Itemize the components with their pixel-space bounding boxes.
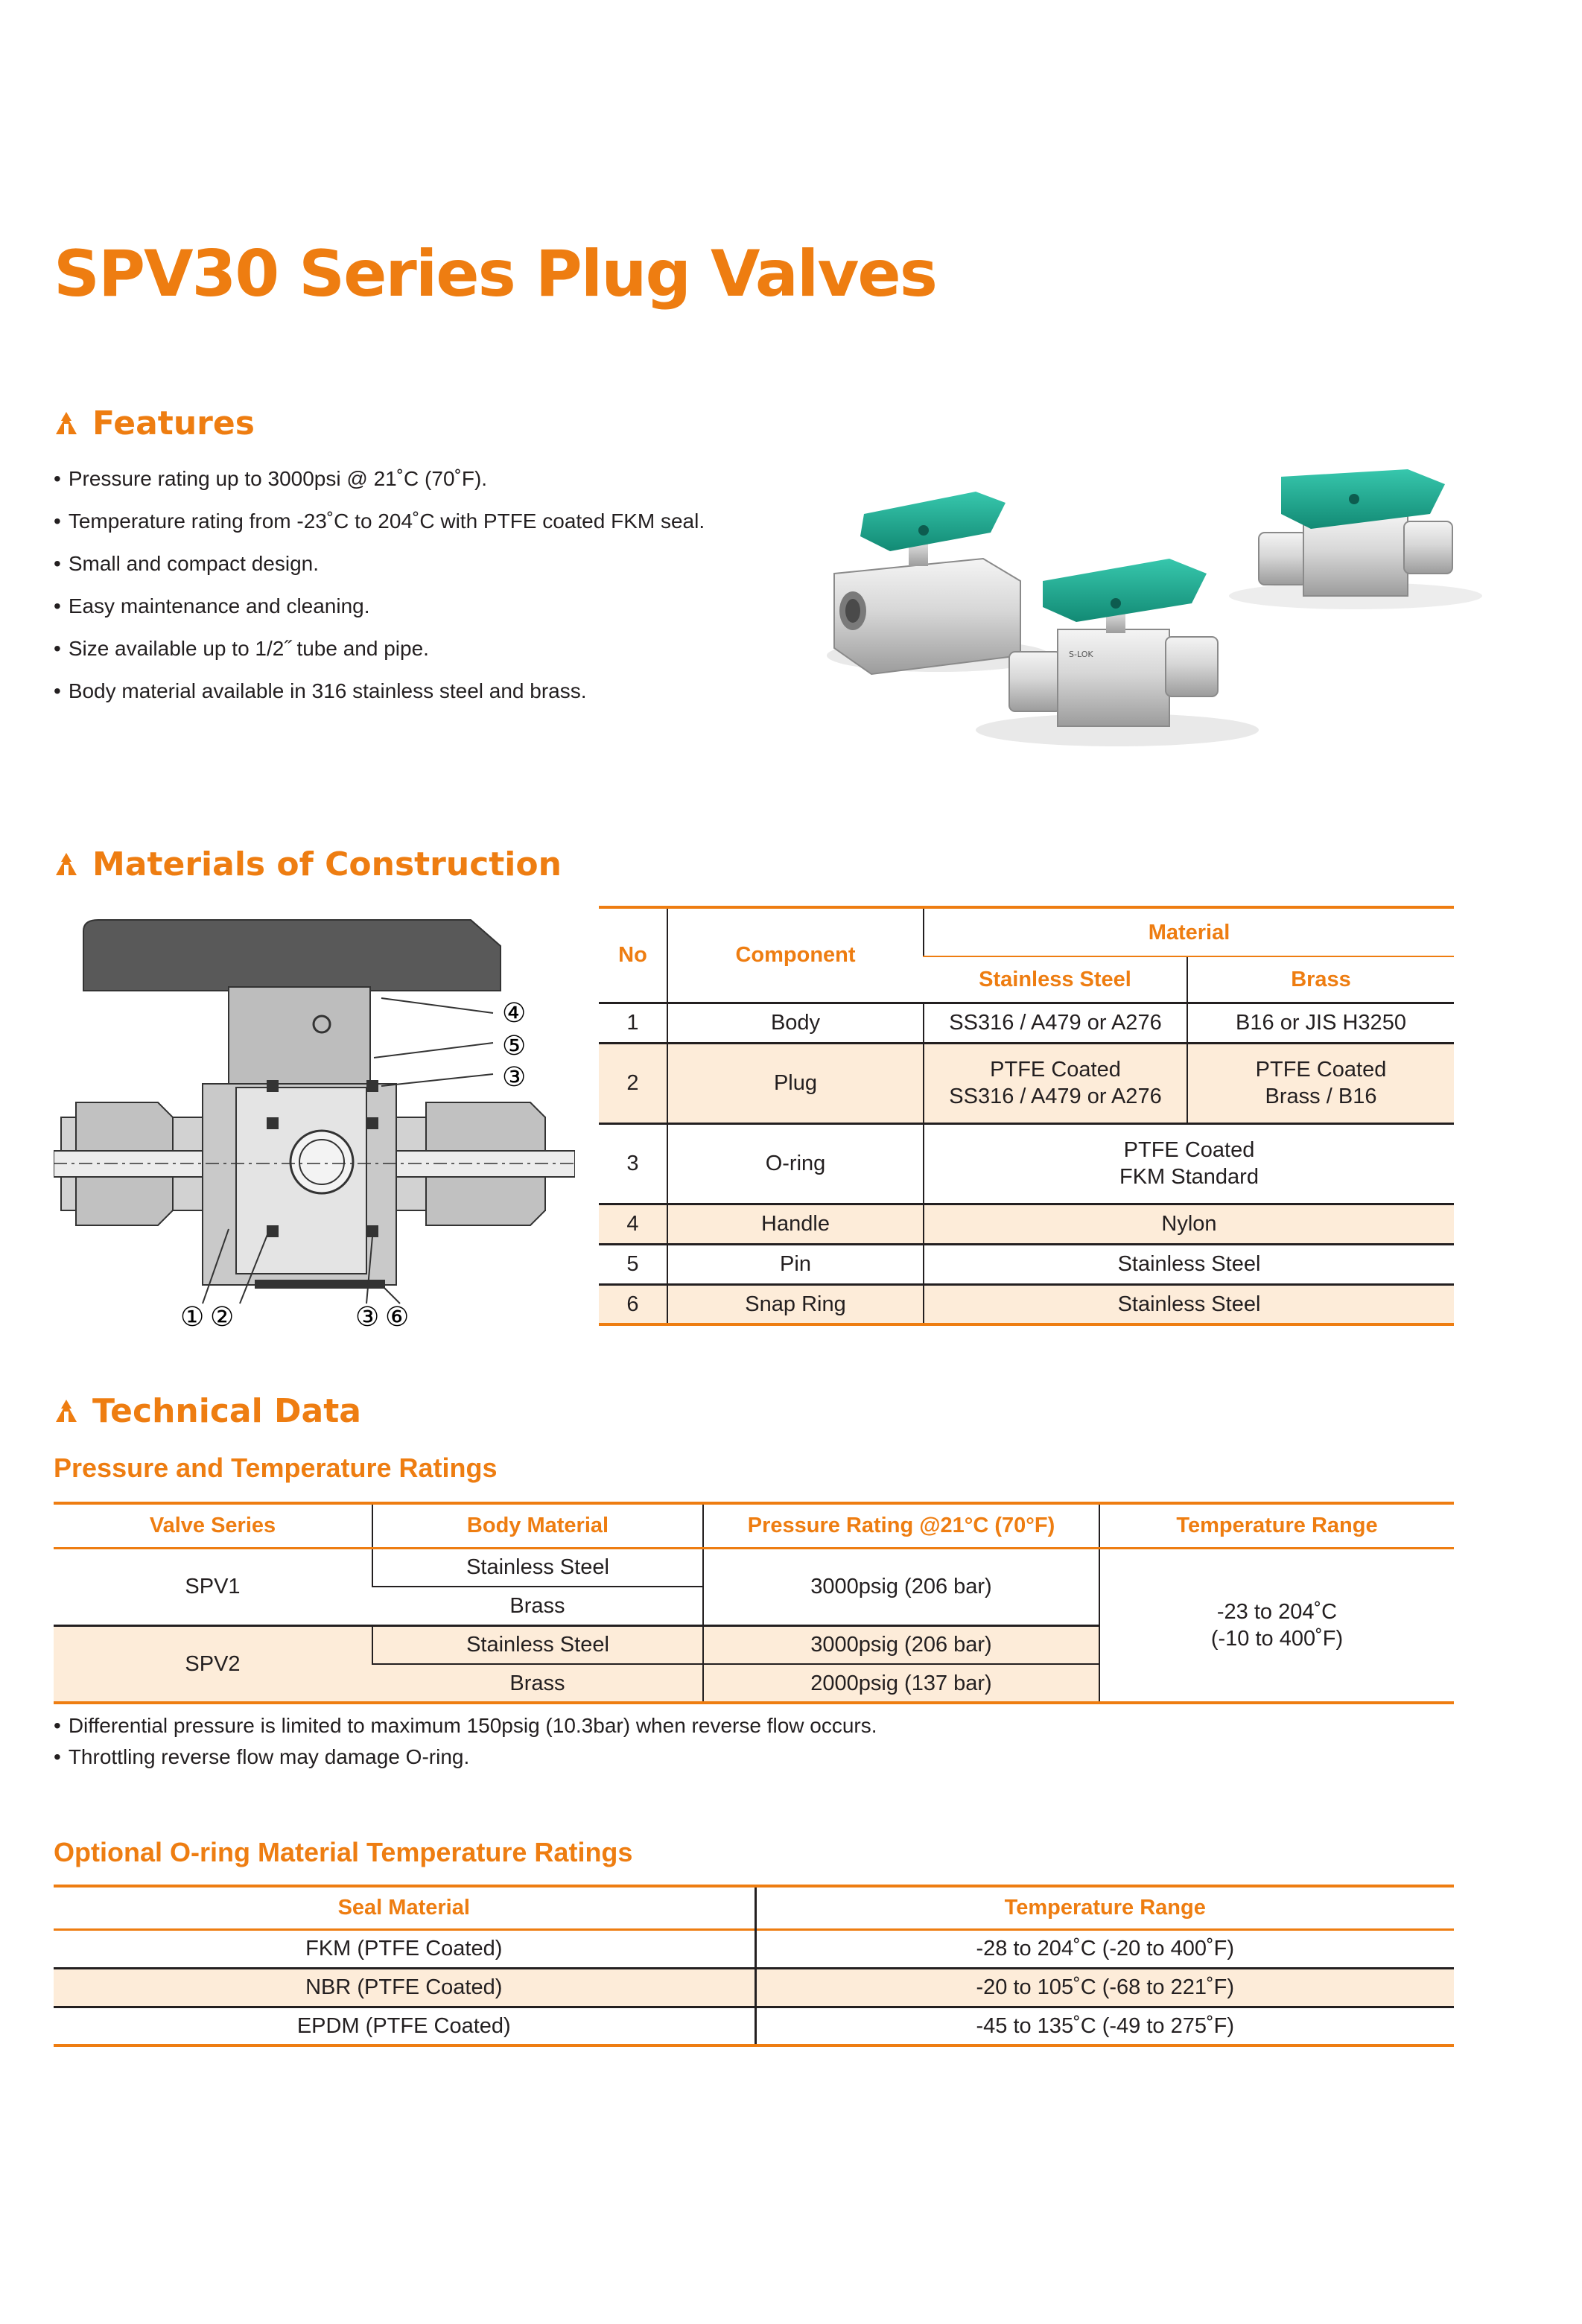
feature-item: • Temperature rating from -23˚C to 204˚C with PTFE coated FKM seal. [54,500,705,542]
col-header-pressure-rating: Pressure Rating @21°C (70°F) [703,1503,1099,1548]
pressure-notes [54,1710,877,1773]
cell-series: SPV2 [54,1625,372,1703]
cell-seal: EPDM (PTFE Coated) [296,2013,511,2038]
page-title: SPV30 Series Plug Valves [54,237,936,311]
callout-3b: ③ [355,1302,380,1333]
col-header-no: No [618,943,647,968]
cell-no: 2 [626,1071,639,1095]
col-header-component: Component [667,907,924,1003]
cell-body-material: Brass [372,1587,703,1625]
valve-marking: S-LOK [1069,650,1093,659]
cell-line: SS316 / A479 or A276 [949,1085,1162,1108]
cell-material-both [924,1123,1454,1204]
feature-item: • Easy maintenance and cleaning. [54,585,705,627]
note-item: • Throttling reverse flow may damage O-ring. [54,1742,877,1773]
callout-1: ① [180,1302,205,1333]
technical-heading [54,1390,361,1432]
oring-subheading: Optional O-ring Material Temperature Ratings [54,1837,633,1867]
feature-item: • Small and compact design. [54,542,705,585]
feature-item: • Size available up to 1/2˝ tube and pipe. [54,627,705,670]
cell-pressure: 3000psig (206 bar) [703,1625,1099,1664]
cell-temperature [1099,1548,1454,1703]
cell-range: -20 to 105˚C (-68 to 221˚F) [755,1968,1454,2007]
valve-photo-3 [1229,469,1482,609]
cell-line: (-10 to 400˚F) [1210,1626,1344,1651]
table-row [599,1123,1454,1204]
col-header-temperature-range: Temperature Range [1099,1503,1454,1548]
cell-brass [1187,1043,1454,1123]
pressure-subheading: Pressure and Temperature Ratings [54,1452,498,1483]
table-row [54,1929,1454,1968]
table-row [599,1204,1454,1244]
callout-2: ② [210,1302,235,1333]
cell-body-material: Stainless Steel [372,1625,703,1664]
callout-4: ④ [502,998,527,1029]
cell-stainless [924,1043,1187,1123]
wrench-bullet-icon [54,851,79,877]
technical-heading-text: Technical Data [92,1391,361,1430]
materials-table [599,906,1454,1326]
col-header-temperature-range: Temperature Range [755,1886,1454,1929]
cell-no: 1 [626,1011,639,1035]
cell-range: -28 to 204˚C (-20 to 400˚F) [755,1929,1454,1968]
cell-component: Body [667,1003,924,1043]
cell-component: Snap Ring [667,1284,924,1324]
cell-line: PTFE Coated [1123,1138,1255,1162]
pressure-temperature-table [54,1502,1454,1704]
valve-cross-section-diagram [54,916,575,1333]
product-photo [819,462,1505,760]
feature-item: • Body material available in 316 stainless steel and brass. [54,670,705,712]
features-list [54,457,705,712]
cell-material-both: Nylon [924,1204,1454,1244]
col-header-brass: Brass [1187,956,1454,1003]
table-row [54,1548,1454,1587]
cell-range: -45 to 135˚C (-49 to 275˚F) [755,2007,1454,2045]
cell-component: Pin [667,1244,924,1284]
cell-pressure: 3000psig (206 bar) [703,1548,1099,1625]
wrench-bullet-icon [54,1398,79,1423]
cell-line: PTFE Coated [990,1058,1121,1082]
cell-no: 3 [626,1152,639,1175]
cell-seal: NBR (PTFE Coated) [305,1975,503,1999]
cell-pressure: 2000psig (137 bar) [703,1664,1099,1703]
cell-brass: B16 or JIS H3250 [1187,1003,1454,1043]
feature-item: • Pressure rating up to 3000psi @ 21˚C (70˚F). [54,457,705,500]
cell-line: -23 to 204˚C [1216,1599,1338,1624]
cell-material-both: Stainless Steel [924,1244,1454,1284]
cell-component: Plug [667,1043,924,1123]
cell-no: 4 [626,1212,639,1236]
callout-3: ③ [502,1062,527,1093]
col-header-stainless: Stainless Steel [979,967,1131,991]
features-heading-text: Features [92,404,255,442]
cell-stainless: SS316 / A479 or A276 [924,1003,1187,1043]
col-header-material: Material [924,907,1454,956]
cell-component: Handle [667,1204,924,1244]
table-row [599,1244,1454,1284]
col-header-body-material: Body Material [372,1503,703,1548]
materials-heading-text: Materials of Construction [92,845,562,883]
cell-seal: FKM (PTFE Coated) [305,1937,503,1961]
table-row [599,1284,1454,1324]
table-row [599,1043,1454,1123]
valve-photo-1 [827,492,1050,674]
features-heading [54,402,255,444]
materials-heading [54,843,562,885]
wrench-bullet-icon [54,410,79,436]
col-header-seal-material: Seal Material [337,1896,470,1920]
table-row [54,1968,1454,2007]
callout-5: ⑤ [502,1031,527,1061]
cell-component: O-ring [667,1123,924,1204]
callout-6: ⑥ [385,1302,410,1333]
note-item: • Differential pressure is limited to maximum 150psig (10.3bar) when reverse flow occurs. [54,1710,877,1742]
table-row [54,2007,1454,2045]
cell-series: SPV1 [185,1575,241,1598]
cell-line: Brass / B16 [1265,1085,1377,1108]
cell-body-material: Stainless Steel [372,1548,703,1587]
cell-line: FKM Standard [1119,1165,1259,1189]
table-row [599,1003,1454,1043]
cell-no: 6 [626,1292,639,1316]
oring-temperature-table [54,1885,1454,2047]
cell-material-both: Stainless Steel [924,1284,1454,1324]
cell-no: 5 [626,1252,639,1276]
col-header-valve-series: Valve Series [149,1514,276,1538]
cell-line: PTFE Coated [1255,1058,1387,1082]
cell-body-material: Brass [372,1664,703,1703]
